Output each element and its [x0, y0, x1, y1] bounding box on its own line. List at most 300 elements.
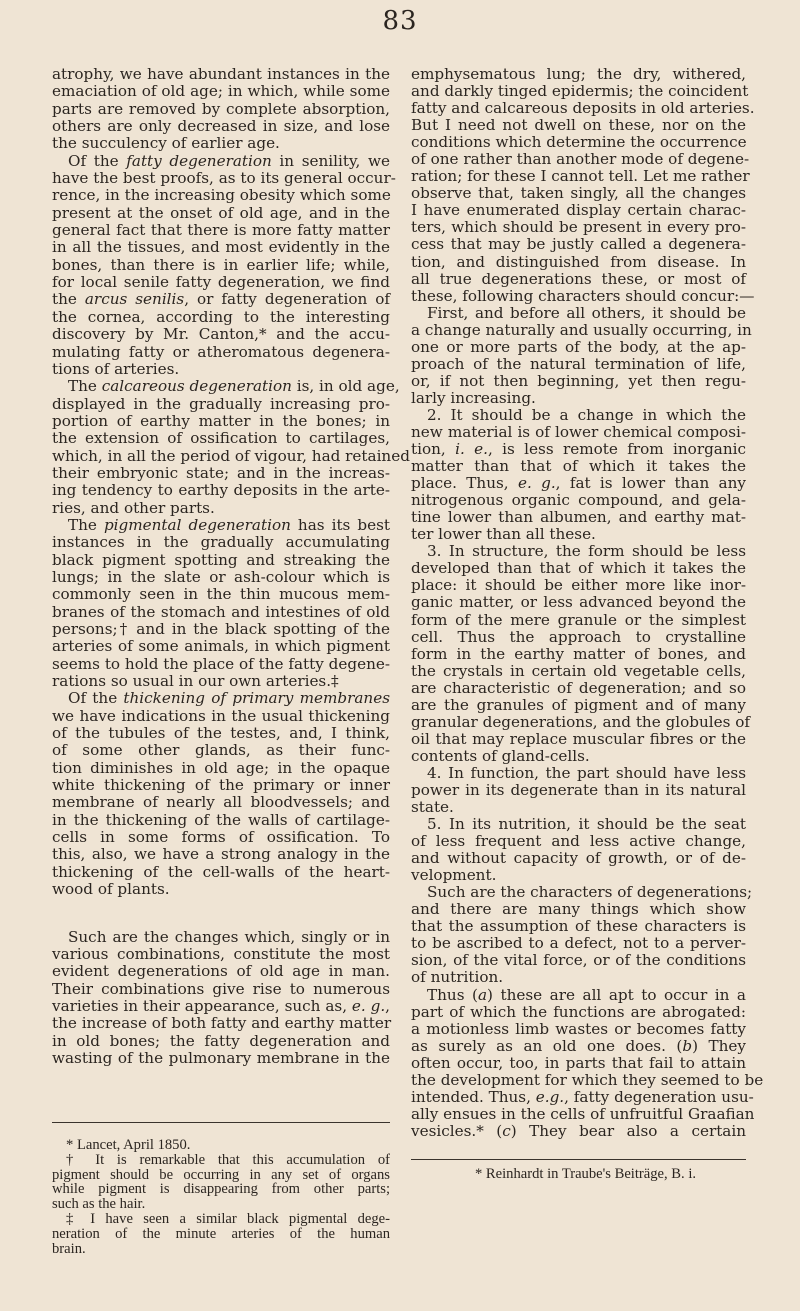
text-run: ) these are all apt to occur in a [487, 985, 746, 1004]
text-run: ration; for these I cannot tell. Let me rather [411, 167, 750, 186]
text-line [52, 326, 390, 343]
text-line [52, 1182, 390, 1197]
text-run: atrophy, we have abundant instances in the [52, 65, 390, 83]
paragraph [411, 1167, 746, 1182]
text-run: such as the hair. [52, 1196, 146, 1213]
text-run: * Lancet, April 1850. [66, 1137, 191, 1153]
text-line [411, 731, 746, 748]
text-run: vesicles.* ( [411, 1121, 503, 1140]
text-run: power in its degenerate than in its natural [411, 780, 746, 799]
paragraph [52, 151, 396, 378]
text-line [52, 881, 390, 898]
text-line [52, 1212, 390, 1227]
text-run: thickening of the cell-walls of the heart- [52, 862, 390, 881]
text-run: Thus ( [427, 985, 478, 1004]
text-line [411, 969, 746, 986]
text-run: cess that may be justly called a degenera- [411, 235, 746, 254]
text-run: the extension of ossification to cartilages, [52, 429, 390, 448]
text-line [52, 794, 390, 811]
text-line [411, 99, 755, 118]
text-line [52, 135, 390, 152]
paragraph [411, 816, 746, 884]
text-line [411, 543, 746, 560]
paragraph [52, 929, 390, 1068]
text-line [411, 356, 746, 373]
text-line [52, 257, 390, 274]
text-line [411, 134, 746, 151]
text-line [52, 725, 390, 742]
text-line [52, 981, 390, 998]
italic-text: fatty degeneration [126, 151, 272, 170]
text-run: these, following characters should concur:— [411, 286, 755, 305]
text-run: general fact that there is more fatty matter [52, 221, 390, 240]
text-line [52, 812, 390, 829]
italic-text: e.g. [535, 1087, 565, 1106]
text-run: , fatty degeneration usu- [564, 1087, 754, 1106]
text-line [52, 963, 390, 980]
text-run: , fat is lower than any [555, 474, 746, 493]
text-line [52, 118, 390, 135]
text-line [411, 441, 746, 458]
text-run: for local senile fatty degeneration, we find [52, 273, 390, 292]
text-line [52, 1242, 390, 1257]
text-run: displayed in the gradually increasing pro- [52, 394, 390, 413]
text-run: ‡ I have seen a similar black pigmental dege- [66, 1210, 390, 1227]
text-run: contents of gland-cells. [411, 746, 590, 765]
text-run: part of which the functions are abrogated: [411, 1002, 746, 1021]
text-line [52, 66, 390, 83]
text-line [411, 219, 746, 236]
text-line [411, 305, 746, 322]
text-run: varieties in their appearance, such as, [52, 996, 352, 1015]
text-run: Their combinations give rise to numerous [52, 979, 390, 998]
text-run: wood of plants. [52, 880, 170, 899]
italic-text: e. g. [517, 474, 556, 493]
text-line [411, 952, 746, 969]
text-run: black pigment spotting and streaking the [52, 550, 390, 569]
text-run: their embryonic state; and in the increas- [52, 463, 390, 482]
text-run: instances in the gradually accumulating [52, 533, 390, 552]
text-line [52, 309, 390, 326]
text-run: in all the tissues, and most evidently in the [52, 238, 390, 257]
text-run: 3. In structure, the form should be less [427, 542, 746, 561]
text-run: Such are the characters of degenerations; [427, 883, 753, 902]
text-run: has its best [290, 515, 390, 534]
text-line [52, 1227, 390, 1242]
text-line [411, 901, 746, 918]
text-run: white thickening of the primary or inner [52, 776, 390, 795]
text-run: tion diminishes in old age; in the opaque [52, 758, 390, 777]
text-run: tion, and distinguished from disease. In [411, 252, 746, 271]
text-run: parts are removed by complete absorption, [52, 99, 390, 118]
text-line [411, 1038, 746, 1055]
text-run: are the granules of pigment and of many [411, 695, 746, 714]
text-line [52, 690, 390, 707]
text-line [52, 430, 390, 447]
text-run: and darkly tinged epidermis; the coincident [411, 82, 749, 101]
text-run: a motionless limb wastes or becomes fatty [411, 1019, 746, 1038]
text-run: place. Thus, [411, 474, 518, 493]
text-run: But I need not dwell on these, nor on the [411, 116, 746, 135]
text-run: present at the onset of old age, and in the [52, 203, 390, 222]
paragraph [411, 883, 753, 987]
text-line [52, 413, 390, 430]
paragraph [52, 377, 410, 517]
text-run: ing tendency to earthy deposits in the arte- [52, 481, 390, 500]
text-run: tion, [411, 440, 456, 459]
text-line [52, 361, 390, 378]
text-run: fatty and calcareous deposits in old arteries. [411, 99, 755, 118]
paragraph [411, 303, 752, 407]
text-line [52, 83, 390, 100]
text-run: The [68, 377, 102, 396]
text-line [411, 509, 746, 526]
text-line [52, 1153, 390, 1168]
text-line [52, 1138, 390, 1153]
text-run: pigment should be occurring in any set of organs [52, 1166, 390, 1183]
text-run: † It is remarkable that this accumulation of [66, 1151, 390, 1168]
text-line [52, 291, 390, 308]
text-line [52, 656, 390, 673]
text-run: 5. In its nutrition, it should be the seat [427, 815, 746, 834]
text-run: the crystals in certain old vegetable cells, [411, 661, 746, 680]
text-line [411, 254, 746, 271]
text-run: one or more parts of the body, at the ap- [411, 337, 746, 356]
text-line [411, 1123, 746, 1140]
text-line [411, 1167, 746, 1182]
text-line [411, 1004, 746, 1021]
paragraph [52, 517, 390, 690]
text-run: tine lower than albumen, and earthy mat- [411, 508, 746, 527]
text-run: emphysematous lung; the dry, withered, [411, 65, 746, 83]
text-run: is, in old age, [291, 377, 400, 396]
text-run: intended. Thus, [411, 1087, 536, 1106]
text-line [52, 777, 390, 794]
italic-text: thickening of primary membranes [123, 689, 390, 708]
text-run: tions of arteries. [52, 359, 180, 378]
text-line [52, 638, 390, 655]
text-line [411, 935, 746, 952]
text-line [52, 621, 390, 638]
footnotes-right [411, 1167, 746, 1182]
text-run: portion of earthy matter in the bones; in [52, 411, 390, 430]
text-run: developed than that of which it takes the [411, 559, 746, 578]
italic-text: arcus senilis [84, 290, 185, 309]
text-line [411, 663, 746, 680]
paragraph [411, 542, 750, 765]
text-line [52, 1197, 390, 1212]
text-run: observe that, taken singly, all the changes [411, 184, 746, 203]
text-line [52, 169, 396, 188]
text-run: the [52, 290, 85, 309]
text-run: Of the [68, 689, 124, 708]
text-run: lungs; in the slate or ash-colour which is [52, 567, 390, 586]
text-line [52, 829, 390, 846]
left-column [52, 65, 410, 1067]
text-run: bones, than there is in earlier life; while, [52, 255, 390, 274]
text-run: neration of the minute arteries of the human [52, 1225, 390, 1242]
text-run: conditions which determine the occurrence [411, 133, 747, 152]
italic-text: b [682, 1036, 693, 1055]
text-run: nitrogenous organic compound, and gela- [411, 491, 746, 510]
text-line [52, 569, 390, 586]
text-line [411, 850, 746, 867]
text-line [52, 604, 390, 621]
text-line [52, 760, 390, 777]
text-run: wasting of the pulmonary membrane in the [52, 1048, 390, 1067]
text-run: commonly seen in the thin mucous mem- [52, 585, 390, 604]
text-line [411, 167, 750, 186]
text-line [52, 274, 390, 291]
text-line [411, 202, 746, 219]
text-line [411, 629, 746, 646]
footnote-divider-right [411, 1159, 746, 1160]
text-run: place: it should be either more like inor- [411, 576, 746, 595]
text-line [411, 833, 746, 850]
text-line [52, 946, 390, 963]
text-run: evident degenerations of old age in man. [52, 962, 390, 981]
text-run: I have enumerated display certain charac- [411, 201, 746, 220]
text-run: oil that may replace muscular fibres or the [411, 729, 746, 748]
text-line [52, 153, 390, 170]
italic-text: c [502, 1121, 511, 1140]
text-line [411, 867, 746, 884]
text-line [52, 1168, 390, 1183]
text-run: of the tubules of the testes, and, I think, [52, 724, 390, 743]
italic-text: a [477, 985, 488, 1004]
text-run: a change naturally and usually occurring, in [411, 320, 752, 339]
text-run: or, if not then beginning, yet then regu- [411, 371, 746, 390]
text-line [52, 846, 390, 863]
text-run: state. [411, 798, 454, 817]
text-line [52, 465, 390, 482]
text-run: velopment. [411, 866, 497, 885]
text-run: all true degenerations these, or most of [411, 269, 746, 288]
footnotes-left [52, 1138, 390, 1256]
text-run: 2. It should be a change in which the [427, 405, 746, 424]
text-run: we have indications in the usual thickening [52, 706, 390, 725]
text-run: that the assumption of these characters is [411, 917, 746, 936]
text-run: persons;† and in the black spotting of the [52, 620, 390, 638]
text-line [52, 205, 390, 222]
italic-text: i. e. [455, 440, 488, 459]
text-run: First, and before all others, it should be [427, 303, 746, 322]
text-run: ters, which should be present in every pro- [411, 218, 746, 237]
text-line [52, 446, 410, 465]
text-line [411, 373, 746, 390]
text-run: The [68, 515, 104, 534]
text-line [411, 577, 746, 594]
text-run: rence, in the increasing obesity which some [52, 186, 391, 205]
paragraph [411, 985, 764, 1140]
text-run: brain. [52, 1240, 86, 1257]
text-run: discovery by Mr. Canton,* and the accu- [52, 325, 390, 344]
text-line [411, 150, 750, 169]
text-line [52, 708, 390, 725]
right-column [411, 65, 764, 1140]
text-line [411, 782, 746, 799]
text-run: arteries of some animals, in which pigment [52, 637, 390, 656]
text-run: this, also, we have a strong analogy in the [52, 845, 390, 864]
paragraph [52, 66, 390, 153]
text-run: Of the [68, 151, 127, 170]
text-run: ) They bear also a certain [510, 1121, 746, 1140]
text-line [52, 482, 390, 499]
text-line [411, 117, 746, 134]
paragraph [411, 407, 746, 543]
text-line [411, 475, 746, 492]
text-line [411, 526, 746, 543]
text-line [411, 765, 746, 782]
text-run: ally ensues in the cells of unfruitful Graafian [411, 1104, 755, 1123]
text-line [411, 339, 746, 356]
text-line [411, 1087, 754, 1106]
text-run: others are only decreased in size, and lose [52, 117, 390, 136]
text-run: 4. In function, the part should have less [427, 763, 746, 782]
text-line [411, 560, 746, 577]
text-line [411, 646, 746, 663]
text-run: mulating fatty or atheromatous degenera- [52, 342, 390, 361]
text-run: matter than that of which it takes the [411, 457, 746, 476]
text-line [411, 816, 746, 833]
text-run: new material is of lower chemical composi- [411, 422, 746, 441]
text-line [52, 101, 390, 118]
text-line [52, 239, 390, 256]
paragraph [52, 1138, 390, 1153]
text-line [411, 271, 746, 288]
text-line [52, 187, 390, 204]
text-line [411, 185, 746, 202]
text-run: the cornea, according to the interesting [52, 307, 390, 326]
text-line [411, 987, 746, 1004]
text-line [411, 236, 746, 253]
italic-text: pigmental degeneration [103, 515, 291, 534]
text-line [411, 918, 746, 935]
text-line [411, 748, 746, 765]
text-run: to be ascribed to a defect, not to a perver- [411, 934, 746, 953]
text-line [411, 612, 746, 629]
text-line [411, 458, 746, 475]
text-run: branes of the stomach and intestines of old [52, 602, 390, 621]
text-run: emaciation of old age; in which, while some [52, 82, 390, 101]
text-run: of nutrition. [411, 968, 504, 987]
text-line [52, 552, 390, 569]
text-line [411, 1021, 746, 1038]
text-run: cell. Thus the approach to crystalline [411, 627, 746, 646]
text-run: rations so usual in our own arteries.‡ [52, 672, 339, 691]
text-run: various combinations, constitute the most [52, 944, 390, 963]
text-run: have the best proofs, as to its general occur- [52, 169, 396, 188]
text-line [52, 1033, 390, 1050]
text-line [411, 883, 753, 902]
text-line [411, 594, 746, 611]
text-line [411, 1070, 764, 1089]
text-line [52, 517, 390, 534]
text-line [411, 407, 746, 424]
text-run: ries, and other parts. [52, 498, 215, 517]
text-line [52, 929, 390, 946]
text-line [52, 1015, 390, 1032]
text-run: seems to hold the place of the fatty degene- [52, 654, 390, 673]
text-run: ganic matter, or less advanced beyond the [411, 593, 746, 612]
text-line [52, 673, 390, 690]
text-run: of some other glands, as their func- [52, 741, 390, 760]
text-line [411, 286, 755, 305]
paragraph [52, 1212, 390, 1256]
page-number: 83 [382, 6, 418, 36]
text-line [52, 344, 390, 361]
text-run: , is less remote from inorganic [487, 440, 746, 459]
text-run: as surely as an old one does. ( [411, 1036, 683, 1055]
text-line [411, 1055, 746, 1072]
text-run: which, in all the period of vigour, had retained [52, 446, 410, 465]
text-run: ter lower than all these. [411, 525, 596, 544]
text-line [411, 799, 746, 816]
text-run: of one rather than another mode of degene- [411, 150, 750, 169]
text-run: granular degenerations, and the globules of [411, 712, 750, 731]
text-run: are characteristic of degeneration; and so [411, 678, 746, 697]
text-run: and without capacity of growth, or of de- [411, 849, 746, 868]
footnote-divider-left [52, 1122, 390, 1123]
paragraph [52, 690, 390, 898]
italic-text: calcareous degeneration [101, 377, 292, 396]
text-run: in senility, we [271, 151, 390, 170]
text-run: form of the mere granule or the simplest [411, 610, 746, 629]
text-run: and there are many things which show [411, 900, 746, 919]
text-run: proach of the natural termination of life, [411, 354, 746, 373]
text-run: ) They [692, 1036, 747, 1055]
paragraph-gap [52, 899, 390, 929]
text-line [52, 1050, 390, 1067]
text-run: often occur, too, in parts that fail to attain [411, 1053, 746, 1072]
text-run: the succulency of earlier age. [52, 134, 280, 153]
text-run: * Reinhardt in Traube's Beiträge, B. i. [474, 1166, 697, 1182]
paragraph [411, 765, 746, 816]
text-run: , [385, 996, 390, 1015]
text-line [411, 712, 750, 731]
text-run: while pigment is disappearing from other parts; [52, 1181, 390, 1198]
text-run: larly increasing. [411, 388, 536, 407]
text-line [411, 1104, 755, 1123]
text-line [52, 586, 390, 603]
text-line [52, 534, 390, 551]
text-line [52, 222, 390, 239]
text-run: the increase of both fatty and earthy matter [52, 1014, 392, 1033]
text-run: , or fatty degeneration of [184, 290, 391, 309]
italic-text: e. g. [351, 996, 386, 1015]
text-run: of less frequent and less active change, [411, 832, 746, 851]
text-line [52, 742, 390, 759]
paragraph [52, 1153, 390, 1212]
text-line [411, 492, 746, 509]
text-run: the development for which they seemed to be [411, 1070, 764, 1089]
text-run: cells in some forms of ossification. To [52, 828, 390, 847]
text-line [411, 390, 746, 407]
text-line [52, 998, 390, 1015]
text-line [52, 396, 390, 413]
text-line [52, 377, 400, 396]
text-run: in the thickening of the walls of cartilage- [52, 810, 390, 829]
text-line [411, 680, 746, 697]
text-line [411, 320, 752, 339]
text-line [52, 500, 390, 517]
text-run: form in the earthy matter of bones, and [411, 644, 746, 663]
paragraph [411, 65, 755, 305]
text-run: sion, of the vital force, or of the conditions [411, 951, 746, 970]
text-run: membrane of nearly all bloodvessels; and [52, 793, 390, 812]
text-line [411, 697, 746, 714]
text-line [411, 66, 746, 83]
